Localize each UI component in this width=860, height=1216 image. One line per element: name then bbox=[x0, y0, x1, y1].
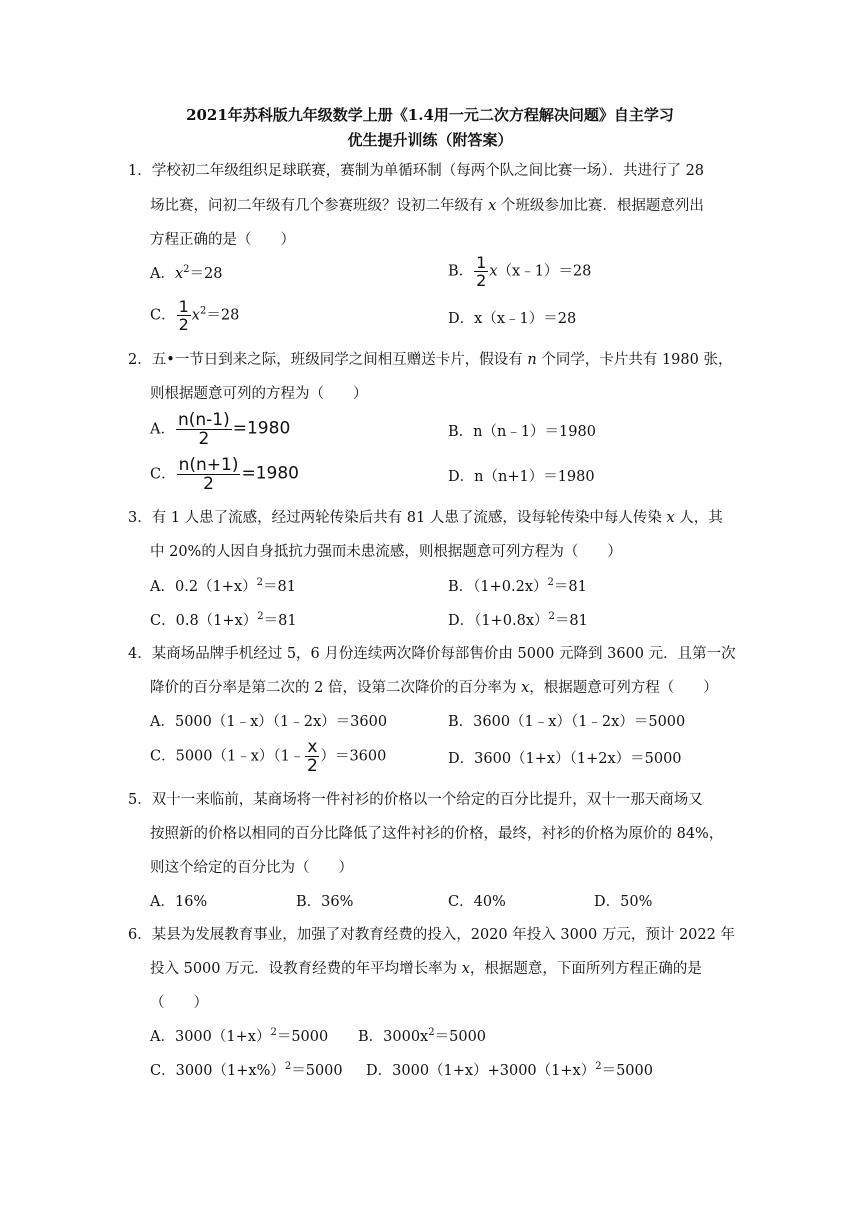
q1-text-line-2: 场比赛，问初二年级有几个参赛班级？设初二年级有 x 个班级参加比赛．根据题意列出 bbox=[150, 198, 704, 214]
q6-option-b: B．$3000x^2=5000$ bbox=[358, 1027, 487, 1045]
q1-option-a: A．$x^2=28$ bbox=[150, 264, 223, 282]
q4-text-line-1: 4．某商场品牌手机经过 5，6 月份连续两次降价每部售价由 5000 元降到 3600 元．且第一次 bbox=[128, 646, 736, 662]
q5-option-c: C．40% bbox=[448, 894, 506, 910]
q3-text-line-2: 中 20%的人因自身抵抗力强而未患流感，则根据题意可列方程为（ ） bbox=[150, 544, 622, 560]
q2-option-d: D．n（n+1）＝1980 bbox=[448, 469, 595, 485]
q4-option-d: D．3600（1+x）（1+2x）＝5000 bbox=[448, 751, 682, 767]
q1-text-line-1: 1．学校初二年级组织足球联赛，赛制为单循环制（每两个队之间比赛一场）．共进行了 28 bbox=[128, 163, 705, 179]
q2-option-b: B．n（n﹣1）＝1980 bbox=[448, 424, 596, 440]
q2-text-line-2: 则根据题意可列的方程为（ ） bbox=[150, 386, 368, 402]
q4-option-c-fraction: $\frac{x}{2}$ bbox=[307, 737, 318, 776]
q1-option-c: C． $\frac{1}{2}$ $x^2=28$ bbox=[150, 297, 240, 334]
q6-option-a: A．$3000(1+x)^2=5000$ bbox=[150, 1027, 329, 1045]
title-line-1: 2021年苏科版九年级数学上册《1.4用一元二次方程解决问题》自主学习 bbox=[186, 106, 674, 124]
q4-option-b: B．3600（1﹣x）（1﹣2x）＝5000 bbox=[448, 714, 686, 730]
q4-option-c: C．5000（1﹣x）（1﹣ $\frac{x}{2}$ ）＝3600 bbox=[150, 737, 387, 776]
q6-option-d: D．$3000(1+x)+3000(1+x)^2=5000$ bbox=[366, 1061, 653, 1079]
q1-text-line-3: 方程正确的是（ ） bbox=[150, 232, 295, 248]
q3-option-b: B．$(1+0.2x)^2=81$ bbox=[448, 577, 587, 595]
q5-text-line-2: 按照新的价格以相同的百分比降低了这件衬衫的价格，最终，衬衫的价格为原价的 84%， bbox=[150, 826, 724, 842]
title-line-2: 优生提升训练（附答案） bbox=[347, 131, 513, 149]
q2-option-a-fraction: $\frac{n(n-1)}{2}$ bbox=[177, 410, 230, 449]
q5-option-a: A．16% bbox=[150, 894, 208, 910]
q5-option-d: D．50% bbox=[594, 894, 653, 910]
q2-option-a: A． $\frac{n(n-1)}{2}$ =1980 bbox=[150, 410, 291, 449]
q3-option-a: A．$0.2(1+x)^2=81$ bbox=[150, 577, 296, 595]
q3-option-c: C．$0.8(1+x)^2=81$ bbox=[150, 611, 297, 629]
q1-option-c-fraction: $\frac{1}{2}$ bbox=[178, 297, 189, 334]
q2-option-c-fraction: $\frac{n(n+1)}{2}$ bbox=[178, 455, 239, 494]
q5-text-line-3: 则这个给定的百分比为（ ） bbox=[150, 860, 353, 876]
q5-option-b: B．36% bbox=[296, 894, 354, 910]
q6-text-line-3: （ ） bbox=[150, 995, 208, 1011]
q2-option-c: C． $\frac{n(n+1)}{2}$ =1980 bbox=[150, 455, 299, 494]
q4-text-line-2: 降价的百分率是第二次的 2 倍，设第二次降价的百分率为 x，根据题意可列方程（ ） bbox=[150, 680, 718, 696]
q3-option-d: D．$(1+0.8x)^2=81$ bbox=[448, 611, 588, 629]
q2-text-line-1: 2．五•一节日到来之际，班级同学之间相互赠送卡片，假设有 n 个同学，卡片共有 1980 张， bbox=[128, 352, 733, 368]
q6-text-line-1: 6．某县为发展教育事业，加强了对教育经费的投入，2020 年投入 3000 万元，预计 2022 年 bbox=[128, 927, 735, 943]
q1-option-b: B． $\frac{1}{2}$ x（x﹣1）＝28 bbox=[448, 253, 592, 290]
q6-option-c: C．$3000(1+x\%)^2=5000$ bbox=[150, 1061, 343, 1079]
q4-option-a: A．5000（1﹣x）（1﹣2x）＝3600 bbox=[150, 714, 388, 730]
q1-option-d: D．x（x﹣1）＝28 bbox=[448, 311, 577, 327]
q5-text-line-1: 5．双十一来临前，某商场将一件衬衫的价格以一个给定的百分比提升，双十一那天商场又 bbox=[128, 792, 703, 808]
q1-option-b-fraction: $\frac{1}{2}$ bbox=[476, 253, 487, 290]
q3-text-line-1: 3．有 1 人患了流感，经过两轮传染后共有 81 人患了流感，设每轮传染中每人传染 x 人，其 bbox=[128, 510, 723, 526]
q6-text-line-2: 投入 5000 万元．设教育经费的年平均增长率为 x，根据题意，下面所列方程正确的是 bbox=[150, 961, 702, 977]
